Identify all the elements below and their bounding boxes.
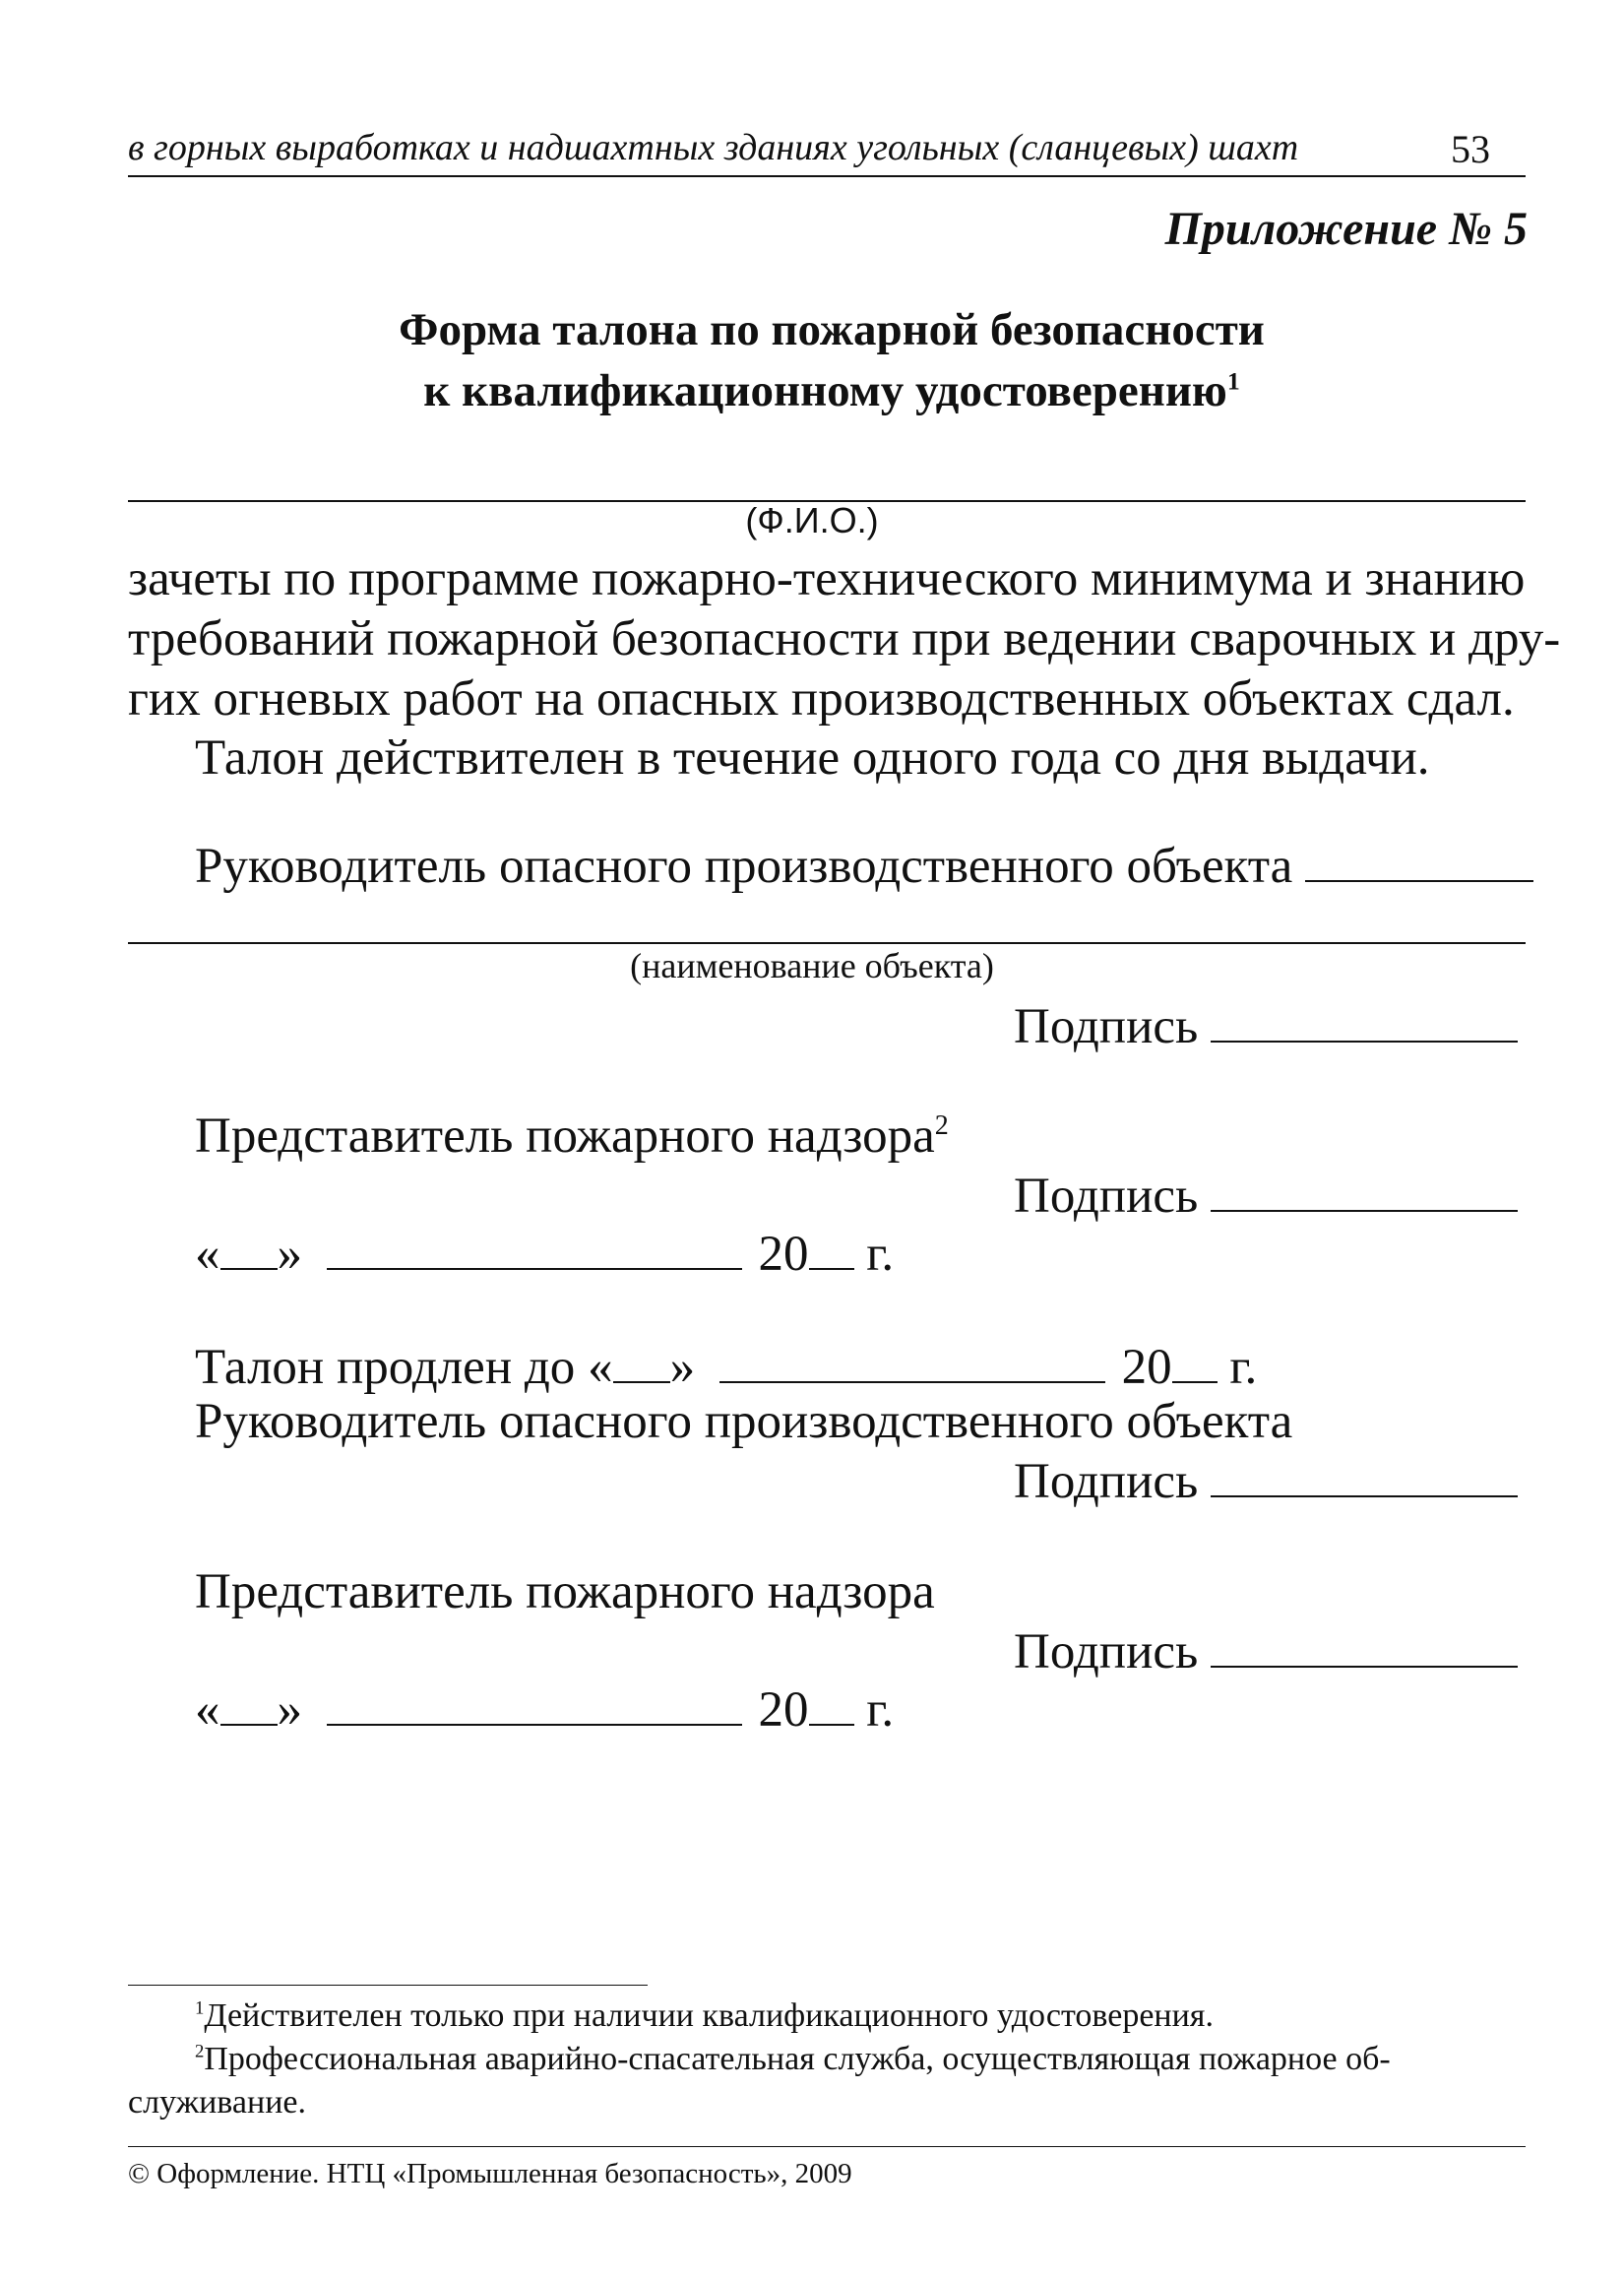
- footnote-ref-1: 1: [1226, 366, 1240, 396]
- facility-head-label-text: Руководитель опасного производственного объекта: [195, 838, 1293, 894]
- facility-head-blank[interactable]: [1305, 835, 1533, 882]
- ext-year-blank[interactable]: [1172, 1336, 1218, 1383]
- inspector-label-1: [195, 1107, 949, 1167]
- ext-quote-open: «: [588, 1339, 613, 1395]
- signature-blank-3[interactable]: [1211, 1450, 1518, 1497]
- ext-day-blank[interactable]: [613, 1336, 670, 1383]
- footnote-1-mark: 1: [195, 1997, 205, 2019]
- date-row-1: [195, 1223, 894, 1285]
- footnote-ref-2: 2: [934, 1110, 949, 1141]
- signature-label-1: Подпись: [1014, 998, 1199, 1054]
- date-month-blank-1[interactable]: [327, 1223, 742, 1270]
- date-month-blank-2[interactable]: [327, 1678, 742, 1726]
- copyright-line: © Оформление. НТЦ «Промышленная безопасность», 2009: [128, 2158, 852, 2189]
- date-quote-close-1: »: [277, 1226, 302, 1282]
- date-year-blank-1[interactable]: [809, 1223, 854, 1270]
- footnote-2-text-line1: Профессиональная аварийно-спасательная служба, осуществляющая пожарное об-: [204, 2041, 1391, 2077]
- footnote-separator: [128, 1985, 648, 1986]
- date-year-prefix-2: 20: [758, 1681, 809, 1738]
- header-rule: [128, 175, 1526, 177]
- object-name-caption: (наименование объекта): [630, 946, 994, 985]
- object-name-blank-line[interactable]: [128, 942, 1526, 944]
- running-header-title: в горных выработках и надшахтных зданиях угольных (сланцевых) шахт: [128, 127, 1299, 168]
- paragraph-line-1: зачеты по программе пожарно-технического минимума и знанию: [128, 551, 1526, 606]
- date-quote-close-2: »: [277, 1681, 302, 1738]
- date-quote-open-2: «: [195, 1681, 220, 1738]
- form-title-line2: [0, 364, 1624, 417]
- facility-head-label: [195, 835, 1533, 897]
- footnote-2-mark: 2: [195, 2041, 205, 2062]
- signature-row-2: [1014, 1165, 1518, 1227]
- paragraph-line-3: гих огневых работ на опасных производственных объектах сдал.: [128, 671, 1515, 727]
- fio-caption: (Ф.И.О.): [745, 500, 879, 540]
- page-number: 53: [1451, 127, 1490, 171]
- validity-statement: Талон действителен в течение одного года со дня выдачи.: [195, 730, 1430, 786]
- extension-row: [195, 1336, 1257, 1398]
- signature-label-4: Подпись: [1014, 1623, 1199, 1679]
- date-day-blank-2[interactable]: [220, 1678, 278, 1726]
- signature-row-3: [1014, 1450, 1518, 1512]
- inspector-label-1-text: Представитель пожарного надзора: [195, 1108, 935, 1164]
- signature-label-3: Подпись: [1014, 1453, 1199, 1509]
- date-quote-open-1: «: [195, 1226, 220, 1282]
- facility-head-label-2: Руководитель опасного производственного объекта: [195, 1394, 1293, 1449]
- ext-month-blank[interactable]: [719, 1336, 1105, 1383]
- signature-row-4: [1014, 1620, 1518, 1682]
- date-year-blank-2[interactable]: [809, 1678, 854, 1726]
- footnote-1: [195, 1995, 1214, 2037]
- ext-quote-close: »: [669, 1339, 696, 1395]
- date-row-2: [195, 1678, 894, 1741]
- form-title-line1: Форма талона по пожарной безопасности: [399, 304, 1265, 355]
- signature-blank-2[interactable]: [1211, 1165, 1518, 1212]
- date-year-prefix-1: 20: [758, 1226, 809, 1282]
- inspector-label-2: Представитель пожарного надзора: [195, 1564, 935, 1619]
- signature-blank-4[interactable]: [1211, 1620, 1518, 1668]
- paragraph-line-2: требований пожарной безопасности при ведении сварочных и дру-: [128, 611, 1561, 666]
- footnote-2-line2: служивание.: [128, 2084, 306, 2121]
- date-year-suffix-2: г.: [866, 1681, 895, 1738]
- footnote-2-line1: [195, 2039, 1391, 2080]
- extension-label: Талон продлен до: [195, 1339, 576, 1395]
- signature-blank-1[interactable]: [1211, 995, 1518, 1043]
- date-day-blank-1[interactable]: [220, 1223, 278, 1270]
- signature-label-2: Подпись: [1014, 1168, 1199, 1224]
- ext-year-prefix: 20: [1121, 1339, 1172, 1395]
- form-title-line2-text: к квалификационному удостоверению: [423, 365, 1227, 416]
- signature-row-1: [1014, 995, 1518, 1057]
- footnote-1-text: Действителен только при наличии квалификационного удостоверения.: [204, 1997, 1214, 2034]
- copyright-rule: [128, 2146, 1526, 2147]
- appendix-label: Приложение № 5: [1164, 203, 1528, 255]
- date-year-suffix-1: г.: [866, 1226, 895, 1282]
- ext-year-suffix: г.: [1229, 1339, 1258, 1395]
